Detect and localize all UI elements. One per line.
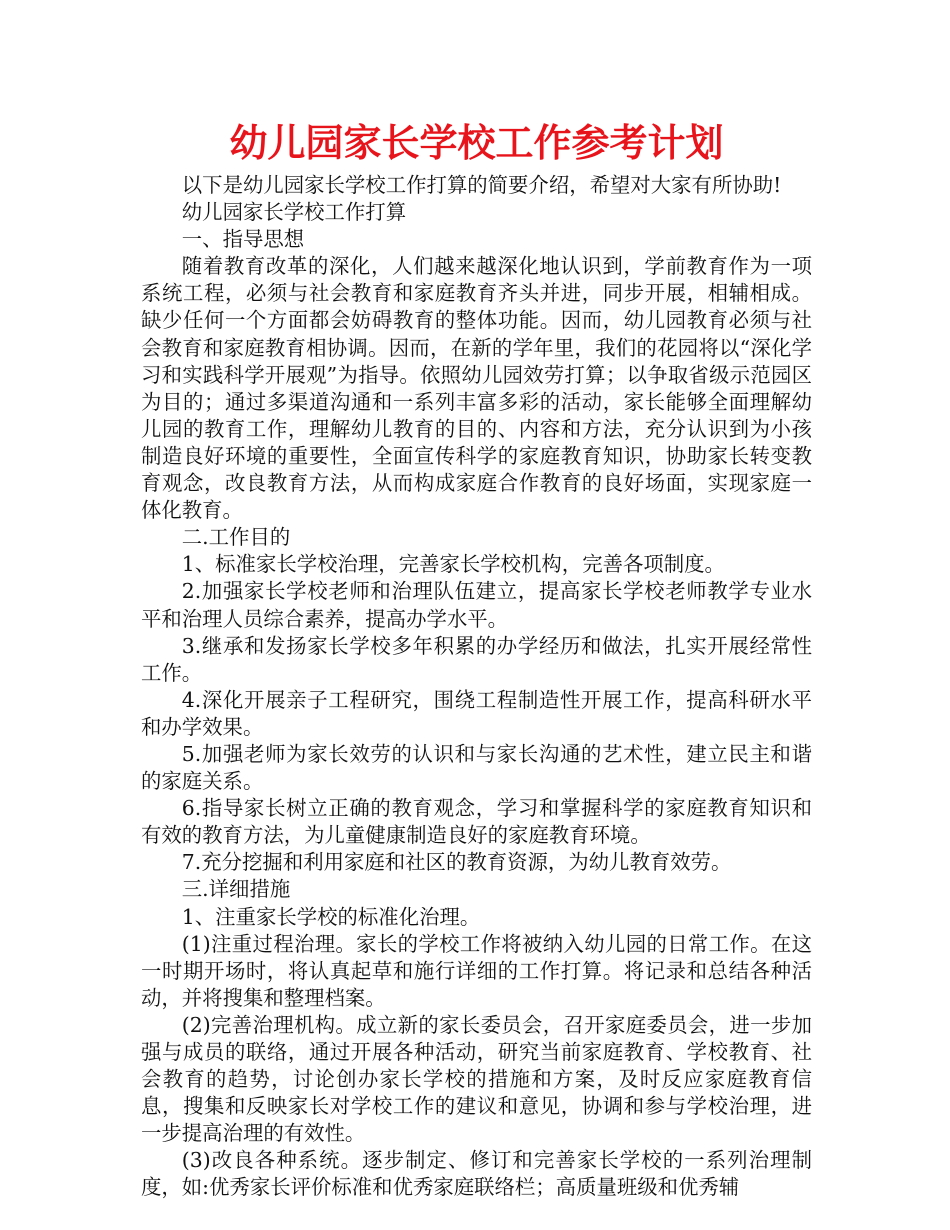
paragraph-guiding-thought: 随着教育改革的深化，人们越来越深化地认识到，学前教育作为一项系统工程，必须与社会教育和家庭教育齐头并进，同步开展，相辅相成。缺少任何一个方面都会妨碍教育的整体功能。因而，幼儿园教育必须与社会教育和家庭教育相协调。因而，在新的学年里，我们的花园将以“深化学习和实践科学开展观”为指导。依照幼儿园效劳打算；以争取省级示范园区为目的；通过多渠道沟通和一系列丰富多彩的活动，家长能够全面理解幼儿园的教育工作，理解幼儿教育的目的、内容和方法，充分认识到为小孩制造良好环境的重要性，全面宣传科学的家庭教育知识，协助家长转变教育观念，改良教育方法，从而构成家庭合作教育的良好场面，实现家庭一体化教育。 [141, 254, 812, 523]
section-heading-work-goals: 二.工作目的 [181, 525, 291, 550]
goal-item-6: 6.指导家长树立正确的教育观念，学习和掌握科学的家庭教育知识和有效的教育方法，为儿童健康制造良好的家庭教育环境。 [141, 796, 812, 848]
paragraph-intro: 以下是幼儿园家长学校工作打算的简要介绍，希望对大家有所协助! [181, 173, 782, 197]
paragraph-subtitle: 幼儿园家长学校工作打算 [181, 200, 407, 225]
goal-item-7: 7.充分挖掘和利用家庭和社区的教育资源，为幼儿教育效劳。 [181, 850, 732, 875]
goal-item-3: 3.继承和发扬家长学校多年积累的办学经历和做法，扎实开展经常性工作。 [141, 633, 812, 685]
measure-subitem-2: (2)完善治理机构。成立新的家长委员会，召开家庭委员会，进一步加强与成员的联络，通过开展各种活动，研究当前家庭教育、学校教育、社会教育的趋势，讨论创办家长学校的措施和方案，及时反应家庭教育信息，搜集和反映家长对学校工作的建议和意见，协调和参与学校治理，进一步提高治理的有效性。 [141, 1012, 812, 1146]
goal-item-1: 1、标准家长学校治理，完善家长学校机构，完善各项制度。 [181, 552, 725, 577]
goal-item-5: 5.加强老师为家长效劳的认识和与家长沟通的艺术性，建立民主和谐的家庭关系。 [141, 741, 812, 794]
measure-subitem-3: (3)改良各种系统。逐步制定、修订和完善家长学校的一系列治理制度，如:优秀家长评价标准和优秀家庭联络栏；高质量班级和优秀辅 [141, 1148, 812, 1200]
measure-subitem-1: (1)注重过程治理。家长的学校工作将被纳入幼儿园的日常工作。在这一时期开场时，将认真起草和施行详细的工作打算。将记录和总结各种活动，并将搜集和整理档案。 [141, 931, 812, 1010]
measure-item-1: 1、注重家长学校的标准化治理。 [181, 904, 481, 929]
document-body [141, 172, 812, 1202]
document-title: 幼儿园家长学校工作参考计划 [229, 121, 724, 165]
section-heading-measures: 三.详细措施 [181, 877, 291, 902]
section-heading-guiding-thought: 一、指导思想 [181, 227, 305, 252]
goal-item-2: 2.加强家长学校老师和治理队伍建立，提高家长学校老师教学专业水平和治理人员综合素养，提高办学水平。 [141, 579, 812, 631]
goal-item-4: 4.深化开展亲子工程研究，围绕工程制造性开展工作，提高科研水平和办学效果。 [141, 687, 812, 739]
